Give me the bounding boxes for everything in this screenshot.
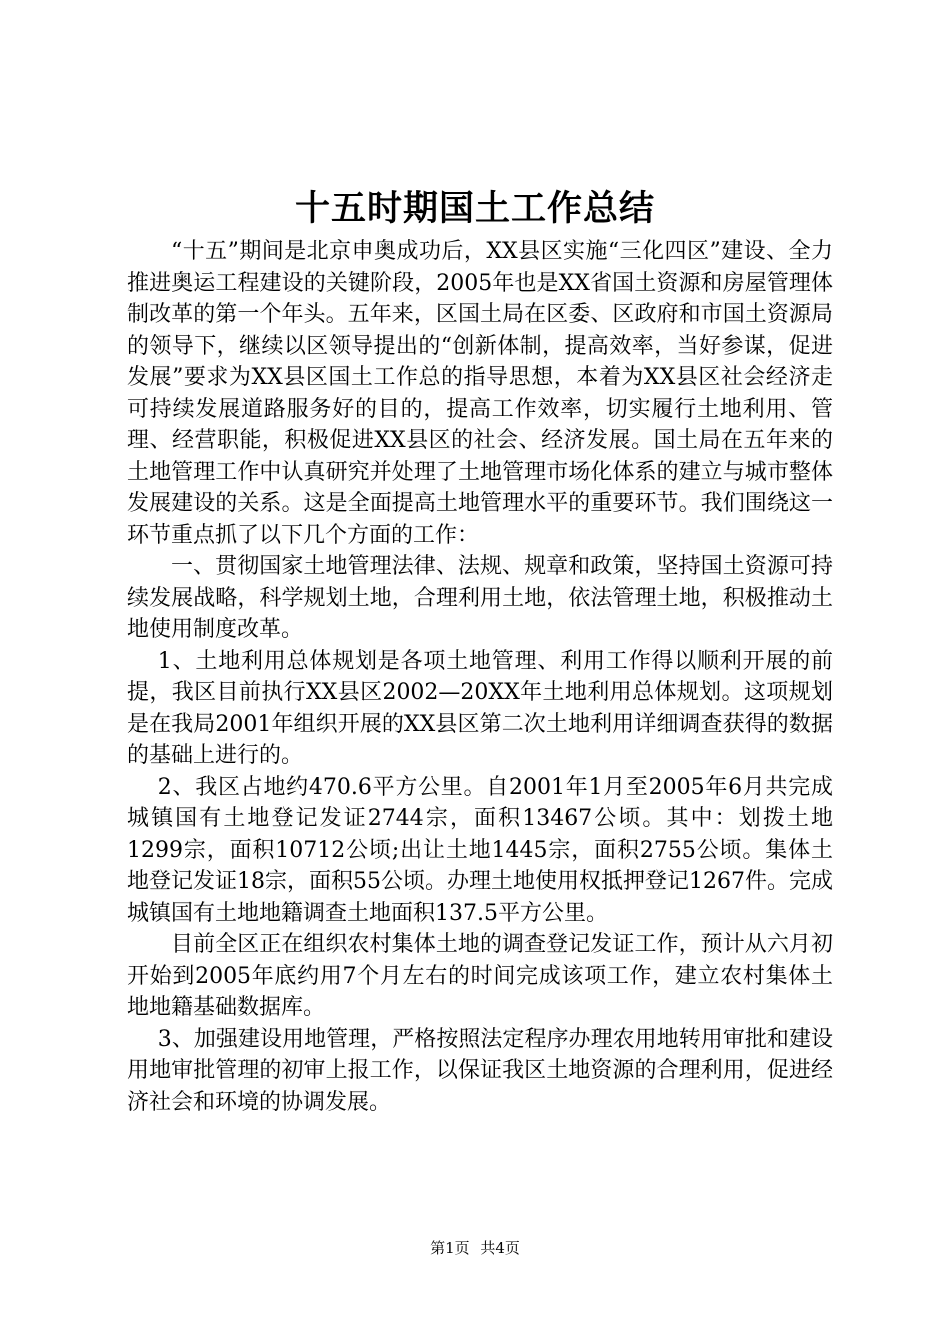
- document-title: 十五时期国土工作总结: [294, 188, 655, 229]
- paragraph-item-1: 1、土地利用总体规划是各项土地管理、利用工作得以顺利开展的前提，我区目前执行XX县区2002—20XX年土地利用总体规划。这项规划是在我局2001年组织开展的XX县区第二次土地利用详细调查获得的数据的基础上进行的。: [127, 648, 833, 768]
- document-body: [127, 236, 833, 1118]
- paragraph-item-3: 3、加强建设用地管理，严格按照法定程序办理农用地转用审批和建设用地审批管理的初审上报工作，以保证我区土地资源的合理利用，促进经济社会和环境的协调发展。: [127, 1026, 833, 1115]
- paragraph-intro: “十五”期间是北京申奥成功后，XX县区实施“三化四区”建设、全力推进奥运工程建设的关键阶段，2005年也是XX省国土资源和房屋管理体制改革的第一个年头。五年来，区国土局在区委、区政府和市国土资源局的领导下，继续以区领导提出的“创新体制，提高效率，当好参谋，促进发展”要求为XX县区国土工作总的指导思想，本着为XX县区社会经济走可持续发展道路服务好的目的，提高工作效率，切实履行土地利用、管理、经营职能，积极促进XX县区的社会、经济发展。国土局在五年来的土地管理工作中认真研究并处理了土地管理市场化体系的建立与城市整体发展建设的关系。这是全面提高土地管理水平的重要环节。我们围绕这一环节重点抓了以下几个方面的工作：: [127, 239, 833, 548]
- paragraph-section-one: 一、贯彻国家土地管理法律、法规、规章和政策，坚持国土资源可持续发展战略，科学规划土地，合理利用土地，依法管理土地，积极推动土地使用制度改革。: [127, 554, 833, 642]
- page-footer: [0, 1238, 950, 1258]
- page-total: 共4页: [480, 1239, 520, 1257]
- page-number: 第1页: [430, 1239, 470, 1257]
- paragraph-rural-survey: 目前全区正在组织农村集体土地的调查登记发证工作，预计从六月初开始到2005年底约用7个月左右的时间完成该项工作，建立农村集体土地地籍基础数据库。: [127, 932, 833, 1020]
- paragraph-item-2: 2、我区占地约470.6平方公里。自2001年1月至2005年6月共完成城镇国有土地登记发证2744宗，面积13467公顷。其中：划拨土地1299宗，面积10712公顷;出让土地1445宗，面积2755公顷。集体土地登记发证18宗，面积55公顷。办理土地使用权抵押登记1267件。完成城镇国有土地地籍调查土地面积137.5平方公里。: [127, 774, 833, 926]
